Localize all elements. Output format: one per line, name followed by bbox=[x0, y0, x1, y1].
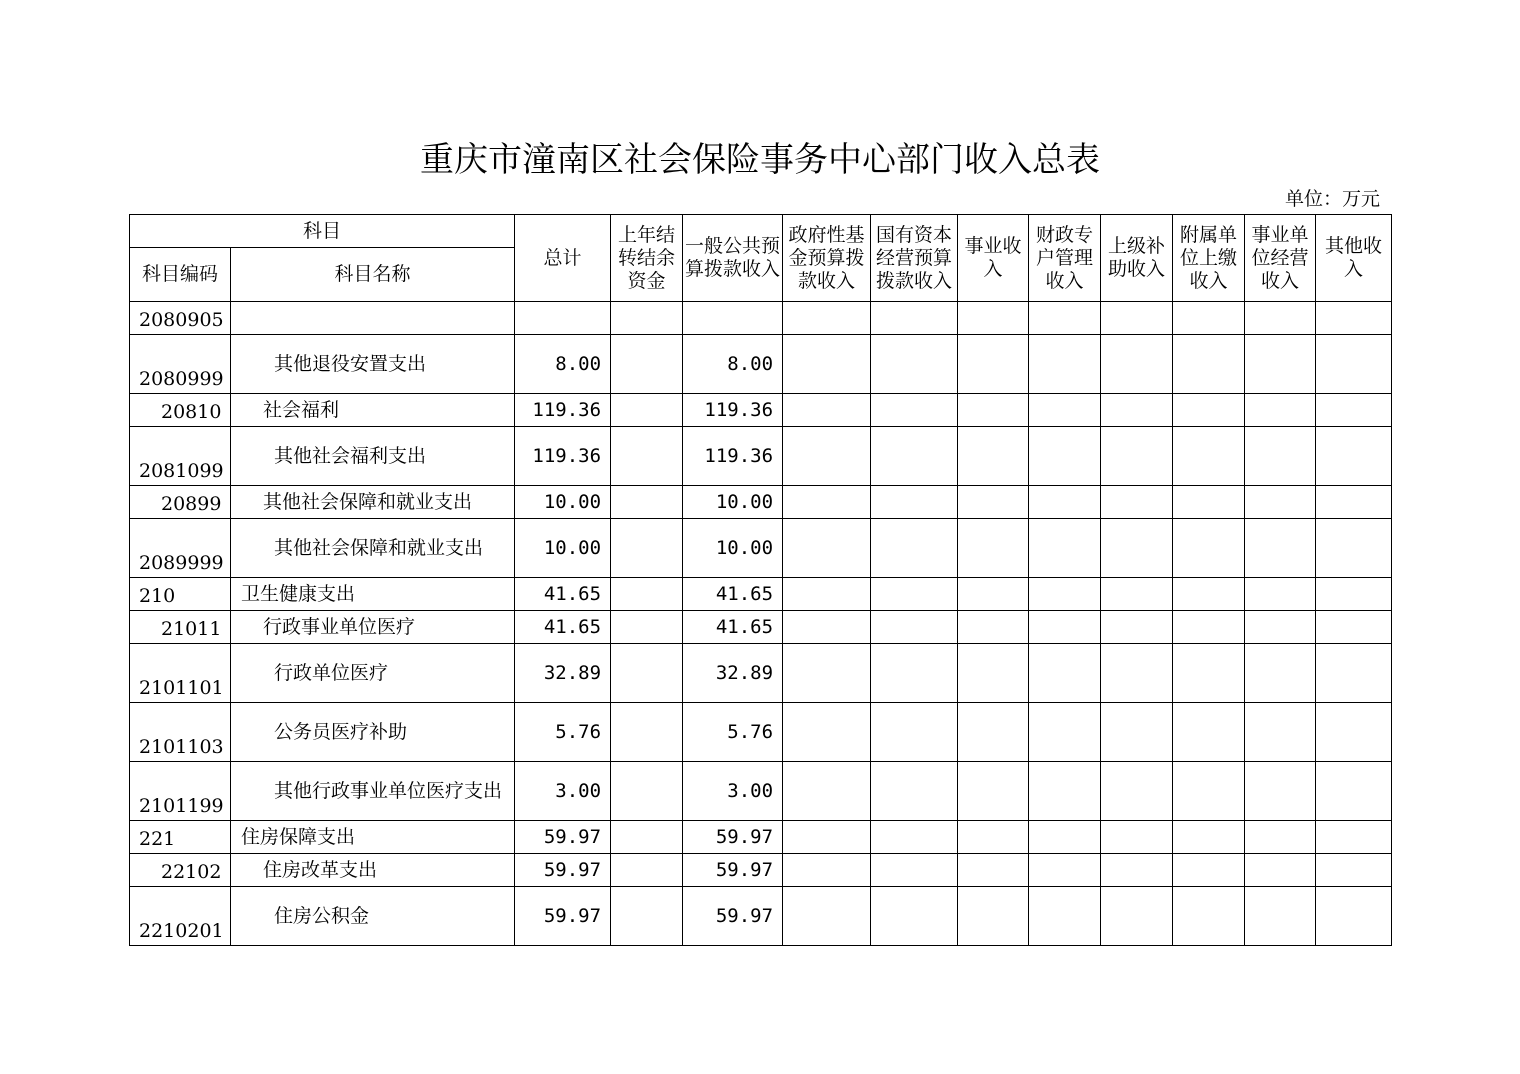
total-value: 119.36 bbox=[515, 394, 611, 427]
subject-code: 2080999 bbox=[130, 335, 231, 394]
header-subject: 科目 bbox=[130, 215, 515, 248]
table-row bbox=[130, 302, 1392, 335]
header-total: 总计 bbox=[515, 215, 611, 302]
general-budget-value bbox=[683, 302, 783, 335]
header-subject-code: 科目编码 bbox=[130, 248, 231, 302]
header-other-income: 其他收入 bbox=[1316, 215, 1392, 302]
header-state-capital: 国有资本经营预算拨款收入 bbox=[871, 215, 958, 302]
general-budget-value: 10.00 bbox=[683, 519, 783, 578]
table-row bbox=[130, 519, 1392, 578]
general-budget-value: 5.76 bbox=[683, 703, 783, 762]
subject-name bbox=[231, 302, 515, 335]
subject-name: 社会福利 bbox=[231, 394, 515, 427]
subject-name: 行政事业单位医疗 bbox=[231, 611, 515, 644]
subject-name: 其他社会保障和就业支出 bbox=[231, 519, 515, 578]
header-affiliated-payment: 附属单位上缴收入 bbox=[1173, 215, 1245, 302]
page-title: 重庆市潼南区社会保险事务中心部门收入总表 bbox=[420, 140, 1100, 180]
total-value: 41.65 bbox=[515, 578, 611, 611]
total-value: 59.97 bbox=[515, 887, 611, 946]
total-value: 119.36 bbox=[515, 427, 611, 486]
general-budget-value: 8.00 bbox=[683, 335, 783, 394]
subject-code: 2210201 bbox=[130, 887, 231, 946]
total-value: 32.89 bbox=[515, 644, 611, 703]
table-row bbox=[130, 854, 1392, 887]
header-row-1 bbox=[130, 215, 1392, 248]
table-row bbox=[130, 887, 1392, 946]
header-operating-income: 事业单位经营收入 bbox=[1245, 215, 1316, 302]
header-business-income: 事业收入 bbox=[958, 215, 1029, 302]
subject-code: 2101199 bbox=[130, 762, 231, 821]
subject-name: 其他行政事业单位医疗支出 bbox=[231, 762, 515, 821]
subject-code: 210 bbox=[130, 578, 231, 611]
total-value bbox=[515, 302, 611, 335]
header-general-budget: 一般公共预算拨款收入 bbox=[683, 215, 783, 302]
header-superior-subsidy: 上级补助收入 bbox=[1101, 215, 1173, 302]
table-row bbox=[130, 821, 1392, 854]
table-row bbox=[130, 427, 1392, 486]
subject-name: 住房公积金 bbox=[231, 887, 515, 946]
subject-name: 住房改革支出 bbox=[231, 854, 515, 887]
total-value: 3.00 bbox=[515, 762, 611, 821]
total-value: 8.00 bbox=[515, 335, 611, 394]
subject-name: 住房保障支出 bbox=[231, 821, 515, 854]
header-carryover: 上年结转结余资金 bbox=[611, 215, 683, 302]
total-value: 10.00 bbox=[515, 519, 611, 578]
general-budget-value: 119.36 bbox=[683, 427, 783, 486]
general-budget-value: 59.97 bbox=[683, 854, 783, 887]
subject-code: 2080905 bbox=[130, 302, 231, 335]
table-row bbox=[130, 644, 1392, 703]
total-value: 5.76 bbox=[515, 703, 611, 762]
header-special-account: 财政专户管理收入 bbox=[1029, 215, 1101, 302]
subject-code: 2101101 bbox=[130, 644, 231, 703]
unit-label: 单位：万元 bbox=[1284, 188, 1380, 210]
total-value: 59.97 bbox=[515, 854, 611, 887]
general-budget-value: 59.97 bbox=[683, 887, 783, 946]
table-row bbox=[130, 703, 1392, 762]
total-value: 59.97 bbox=[515, 821, 611, 854]
table-row bbox=[130, 394, 1392, 427]
table-row bbox=[130, 486, 1392, 519]
subject-code: 20899 bbox=[130, 486, 231, 519]
subject-code: 2089999 bbox=[130, 519, 231, 578]
table-row bbox=[130, 611, 1392, 644]
header-subject-name: 科目名称 bbox=[231, 248, 515, 302]
general-budget-value: 32.89 bbox=[683, 644, 783, 703]
general-budget-value: 59.97 bbox=[683, 821, 783, 854]
subject-code: 221 bbox=[130, 821, 231, 854]
table-row bbox=[130, 578, 1392, 611]
general-budget-value: 10.00 bbox=[683, 486, 783, 519]
general-budget-value: 119.36 bbox=[683, 394, 783, 427]
total-value: 10.00 bbox=[515, 486, 611, 519]
subject-code: 22102 bbox=[130, 854, 231, 887]
total-value: 41.65 bbox=[515, 611, 611, 644]
general-budget-value: 3.00 bbox=[683, 762, 783, 821]
subject-name: 行政单位医疗 bbox=[231, 644, 515, 703]
subject-code: 20810 bbox=[130, 394, 231, 427]
subject-name: 公务员医疗补助 bbox=[231, 703, 515, 762]
subject-name: 其他退役安置支出 bbox=[231, 335, 515, 394]
header-gov-fund: 政府性基金预算拨款收入 bbox=[783, 215, 871, 302]
general-budget-value: 41.65 bbox=[683, 611, 783, 644]
table-row bbox=[130, 335, 1392, 394]
subject-code: 21011 bbox=[130, 611, 231, 644]
subject-code: 2101103 bbox=[130, 703, 231, 762]
subject-code: 2081099 bbox=[130, 427, 231, 486]
income-summary-table bbox=[129, 214, 1392, 946]
subject-name: 其他社会福利支出 bbox=[231, 427, 515, 486]
subject-name: 其他社会保障和就业支出 bbox=[231, 486, 515, 519]
table-row bbox=[130, 762, 1392, 821]
subject-name: 卫生健康支出 bbox=[231, 578, 515, 611]
general-budget-value: 41.65 bbox=[683, 578, 783, 611]
